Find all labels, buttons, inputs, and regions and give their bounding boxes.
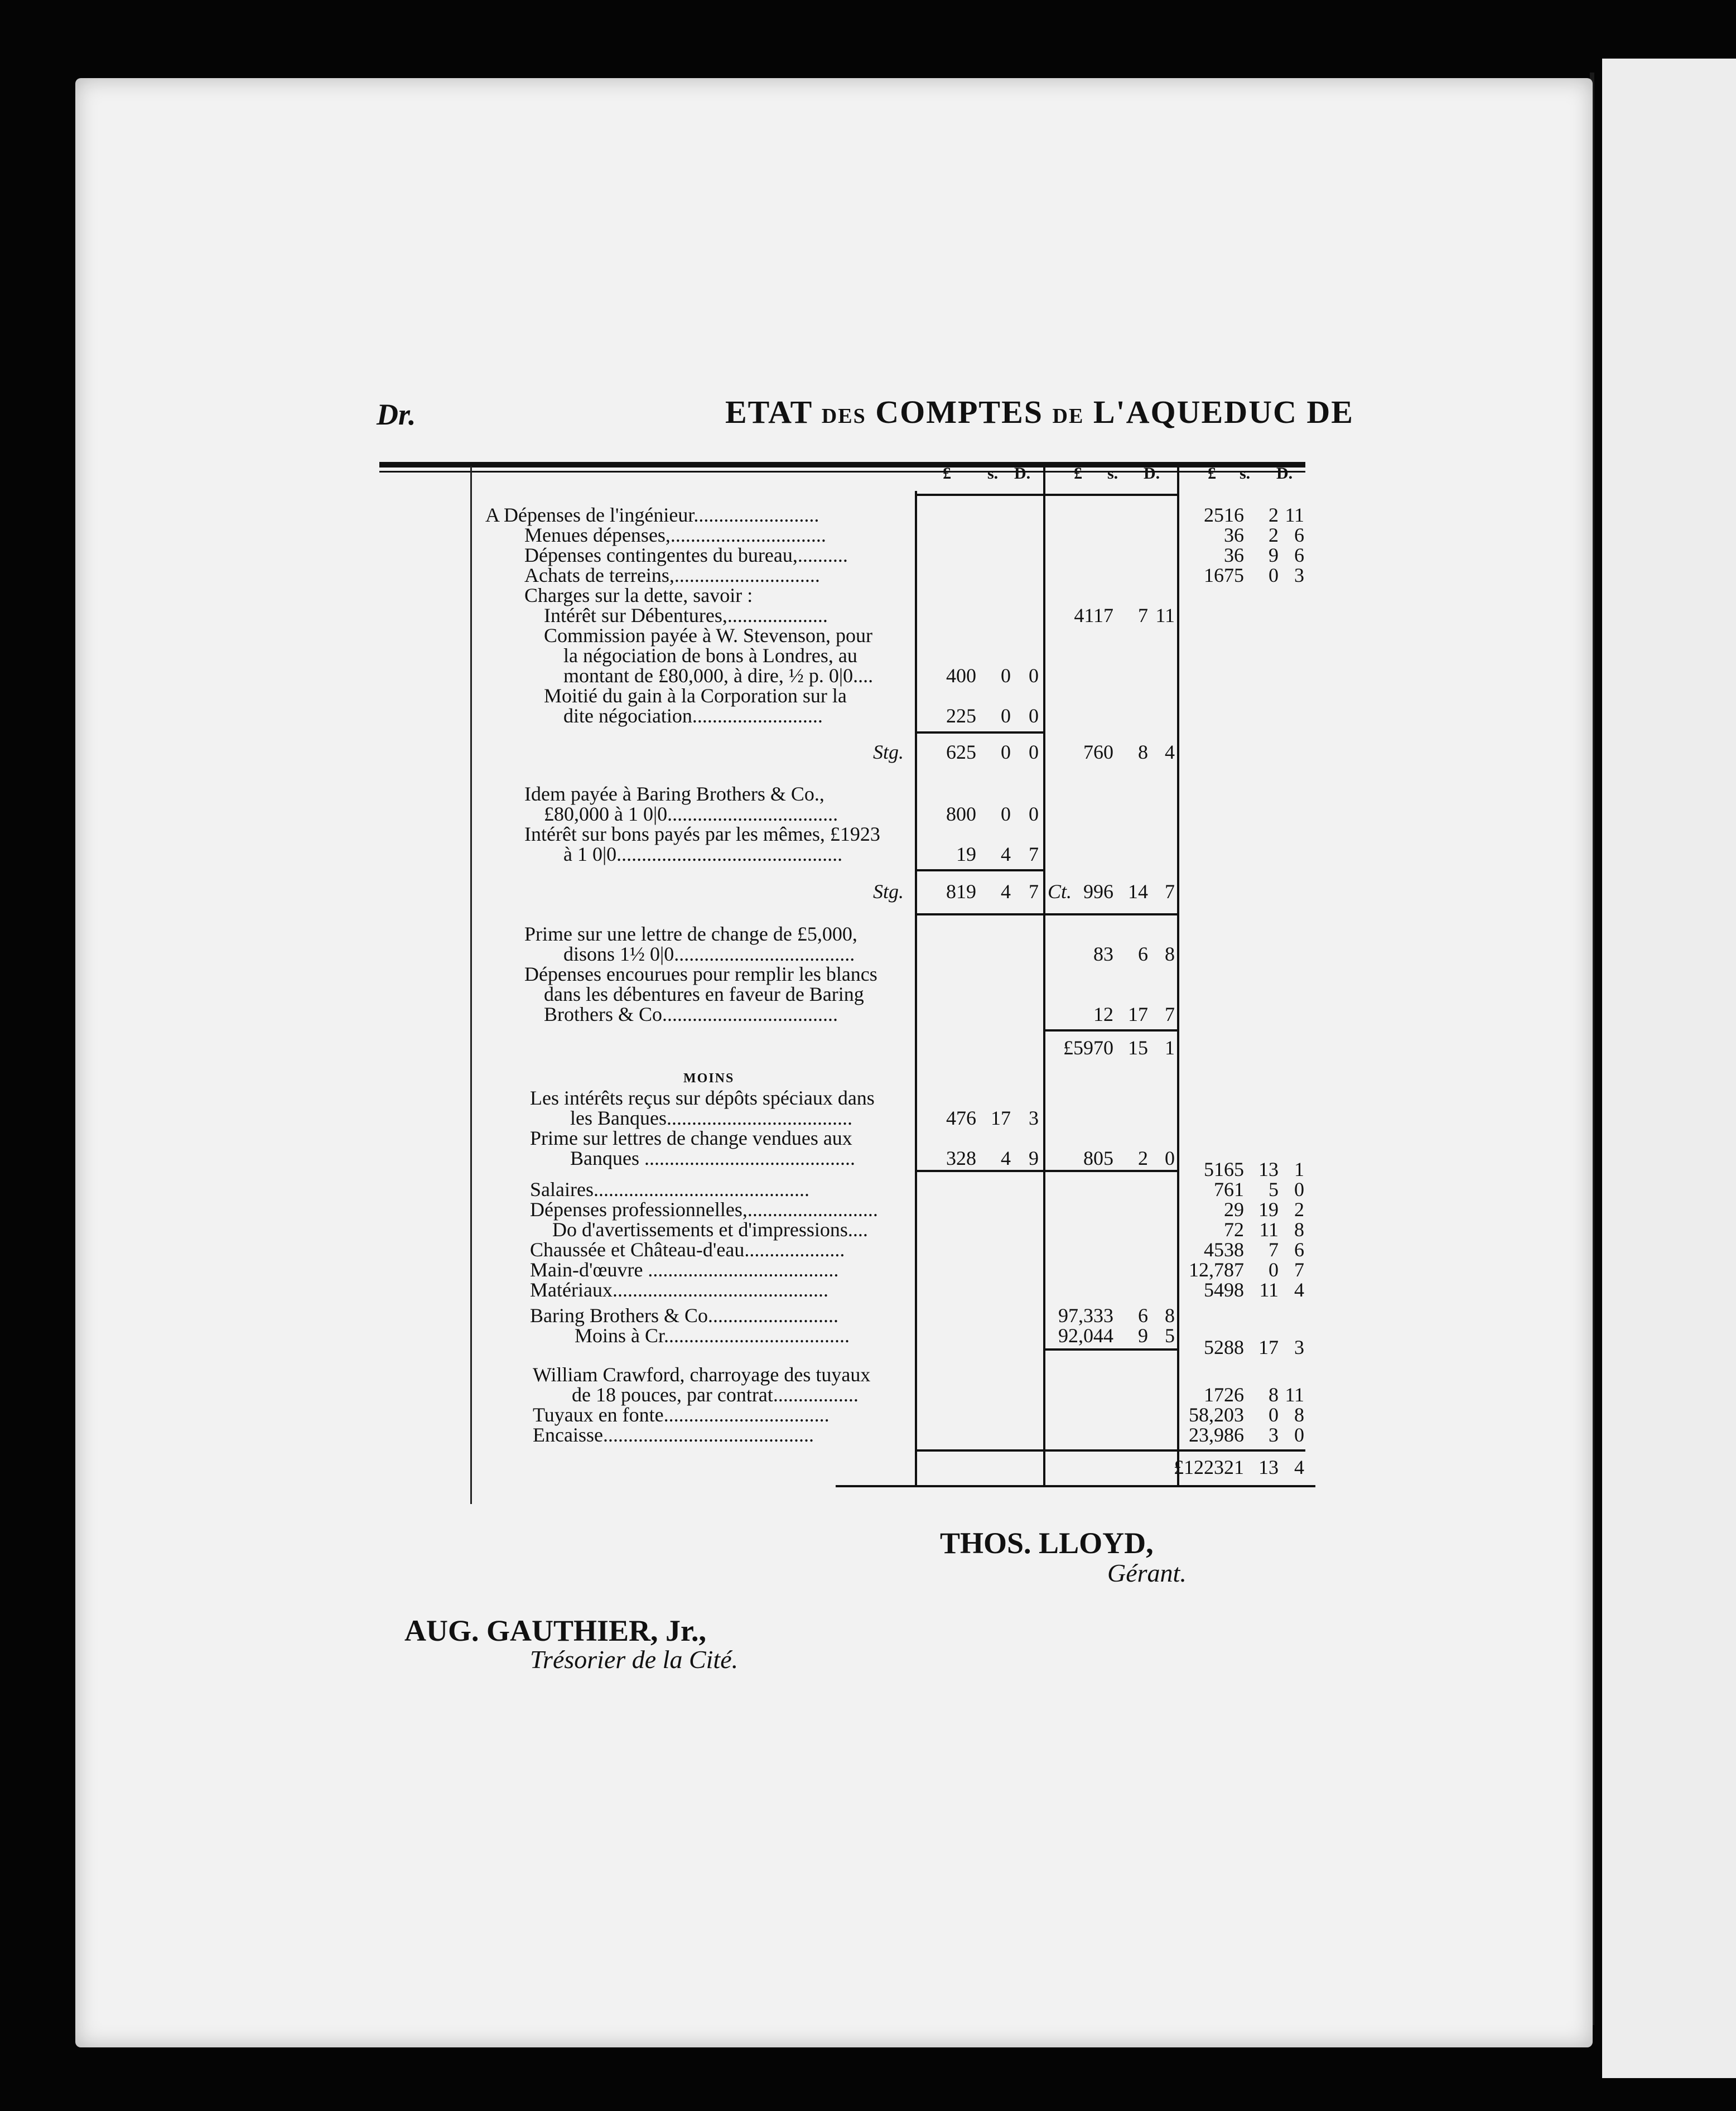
col1-pence-header: D. (1014, 464, 1031, 483)
col1-total-rule (915, 913, 1044, 915)
col3-pence-header: D. (1276, 464, 1293, 483)
ledger-page (75, 78, 1593, 2047)
col3-pound-header: £ (1208, 464, 1216, 483)
col2-sum-rule (1045, 1029, 1178, 1032)
debit-label: Dr. (377, 398, 416, 431)
col1-top-rule (915, 494, 1044, 496)
header-rule-thin (379, 471, 1305, 473)
col2-top-rule (1045, 494, 1178, 496)
col2-total-rule (1045, 913, 1178, 915)
col2-pence-header: D. (1144, 464, 1160, 483)
col2-pound-header: £ (1074, 464, 1082, 483)
header-rule-thick (379, 462, 1305, 467)
manager-name: THOS. LLOYD, (940, 1526, 1154, 1560)
col1-shilling-header: s. (987, 464, 999, 483)
col1-pound-header: £ (943, 464, 951, 483)
treasurer-name: AUG. GAUTHIER, Jr., (404, 1614, 707, 1647)
col1-right-rule (1043, 466, 1045, 1487)
col1-left-rule (915, 491, 917, 1487)
adjacent-page-edge (1602, 59, 1736, 2078)
col2-shilling-header: s. (1107, 464, 1118, 483)
grand-total-top-rule (915, 1449, 1305, 1452)
col3-shilling-header: s. (1240, 464, 1251, 483)
grand-total-bottom-rule (836, 1485, 1315, 1487)
col1-subtotal-rule-2 (915, 869, 1044, 871)
col1-subtotal-rule (915, 731, 1044, 734)
page-title: ETAT DES COMPTES DE L'AQUEDUC DE (725, 394, 1354, 430)
baring-rule (1045, 1348, 1178, 1351)
col2-right-rule (1177, 466, 1179, 1487)
moins-total-rule (915, 1170, 1178, 1172)
manager-title: Gérant. (1107, 1559, 1187, 1587)
margin-rule (470, 466, 472, 1504)
treasurer-title: Trésorier de la Cité. (530, 1645, 739, 1674)
